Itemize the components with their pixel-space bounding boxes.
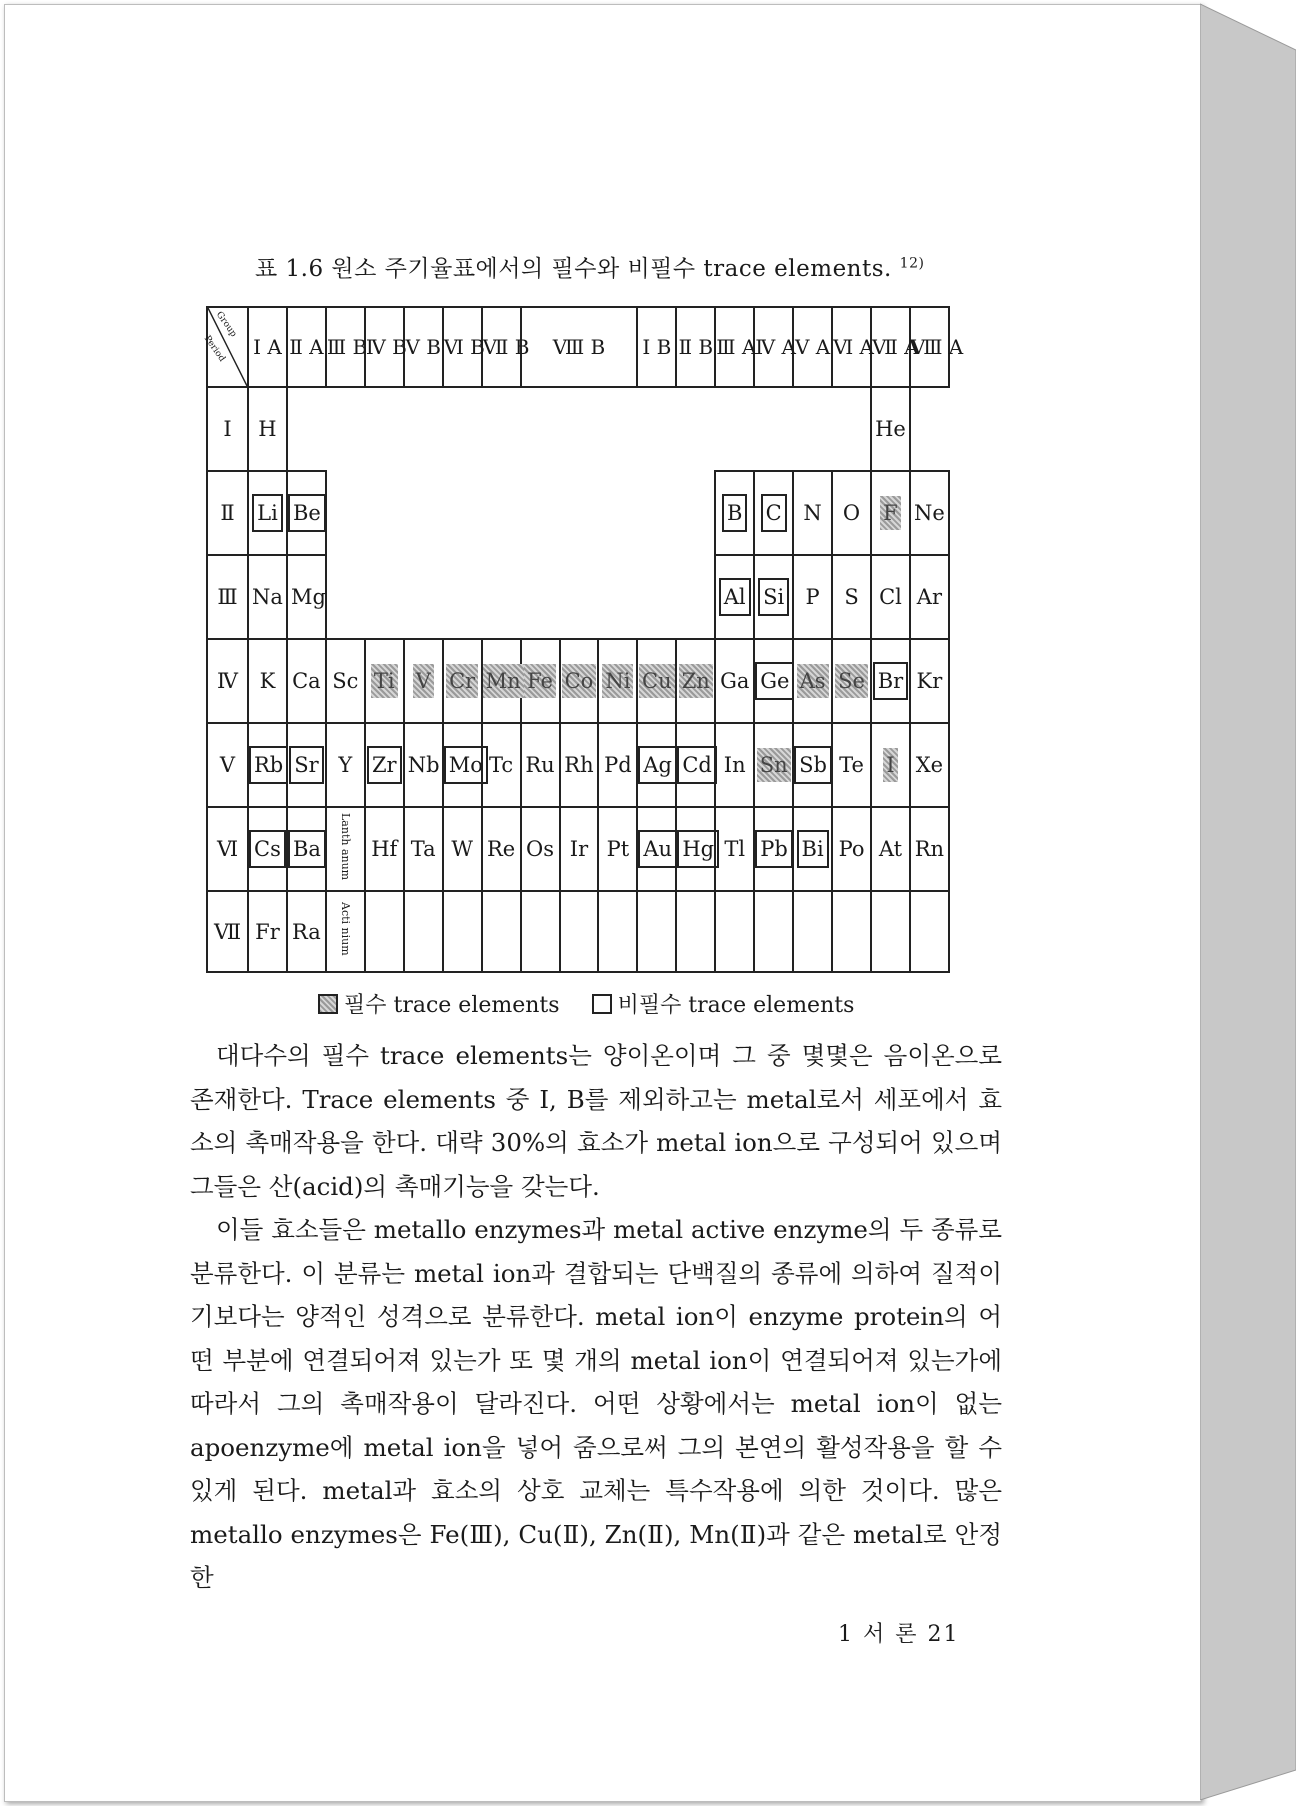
element-mg: Mg xyxy=(290,584,326,609)
element-cell xyxy=(598,723,637,807)
element-cell xyxy=(832,639,871,723)
element-cell xyxy=(910,807,949,891)
element-cell xyxy=(287,639,326,723)
element-ag: Ag xyxy=(638,746,677,784)
element-cell xyxy=(560,639,599,723)
element-cr: Cr xyxy=(446,664,478,698)
empty-cell xyxy=(637,891,676,972)
element-y: Y xyxy=(338,752,353,777)
table-caption xyxy=(255,250,924,283)
element-v: V xyxy=(413,664,434,698)
element-cell xyxy=(832,723,871,807)
element-ba: Ba xyxy=(288,830,326,868)
element-in: In xyxy=(723,752,746,777)
element-f: F xyxy=(880,496,901,530)
corner-period-label: Period xyxy=(201,334,227,364)
element-ge: Ge xyxy=(755,662,794,700)
group-header: Ⅵ A xyxy=(832,307,871,387)
element-cell xyxy=(598,639,637,723)
element-kr: Kr xyxy=(916,668,943,693)
element-ir: Ir xyxy=(569,837,589,861)
caption-text: 표 1.6 원소 주기율표에서의 필수와 비필수 trace elements. xyxy=(255,256,892,282)
element-mn: Mn xyxy=(483,664,524,698)
group-header: Ⅱ B xyxy=(676,307,715,387)
element-cell xyxy=(754,807,793,891)
period-label: Ⅴ xyxy=(207,723,248,807)
element-fr: Fr xyxy=(255,919,280,944)
element-cell xyxy=(754,555,793,639)
empty-cell xyxy=(910,891,949,972)
period-label: Ⅰ xyxy=(207,387,248,471)
element-o: O xyxy=(842,500,861,525)
element-cell xyxy=(248,555,287,639)
element-p: P xyxy=(805,584,820,609)
element-cell xyxy=(793,723,832,807)
element-be: Be xyxy=(288,494,326,532)
element-ca: Ca xyxy=(292,668,321,693)
element-ga: Ga xyxy=(720,668,750,693)
empty-cell xyxy=(404,891,443,972)
element-cell xyxy=(637,807,676,891)
element-co: Co xyxy=(562,664,597,698)
element-zr: Zr xyxy=(367,746,402,784)
element-cell xyxy=(287,891,326,972)
empty-cell xyxy=(793,891,832,972)
empty-cell xyxy=(754,891,793,972)
element-sc: Sc xyxy=(332,668,359,693)
element-hf: Hf xyxy=(371,837,398,861)
element-cell xyxy=(365,639,404,723)
group-header: Ⅷ B xyxy=(521,307,638,387)
element-cell xyxy=(793,555,832,639)
element-at: At xyxy=(878,837,903,861)
element-i: I xyxy=(883,748,897,782)
period-label: Ⅳ xyxy=(207,639,248,723)
empty-block xyxy=(287,387,871,471)
element-cell xyxy=(404,723,443,807)
element-cell xyxy=(443,807,482,891)
period-label: Ⅱ xyxy=(207,471,248,555)
element-sn: Sn xyxy=(757,748,791,782)
element-si: Si xyxy=(758,578,789,616)
element-cell xyxy=(832,471,871,555)
corner-cell xyxy=(201,307,248,387)
group-header: Ⅶ B xyxy=(482,307,521,387)
element-se: Se xyxy=(835,664,868,698)
element-bi: Bi xyxy=(797,830,829,868)
page-edge-panel xyxy=(1200,0,1296,1806)
element-as: As xyxy=(797,664,829,698)
element-cl: Cl xyxy=(879,584,902,609)
element-cell xyxy=(832,807,871,891)
element-cell xyxy=(326,891,365,972)
element-cell xyxy=(521,639,560,723)
element-tc: Tc xyxy=(489,752,514,777)
element-b: B xyxy=(722,494,747,532)
element-fe: Fe xyxy=(524,664,556,698)
element-cell xyxy=(521,723,560,807)
element-he: He xyxy=(875,416,906,441)
element-ni: Ni xyxy=(602,664,633,698)
element-li: Li xyxy=(252,494,283,532)
element-po: Po xyxy=(838,837,865,861)
nonessential-swatch-icon xyxy=(592,994,612,1014)
element-cell xyxy=(754,471,793,555)
legend-essential: 필수 trace elements xyxy=(344,993,560,1018)
element-cell xyxy=(365,723,404,807)
group-header: Ⅲ A xyxy=(715,307,754,387)
element-lanthanum: Lanth anum xyxy=(338,812,352,881)
empty-cell xyxy=(521,891,560,972)
element-cell xyxy=(248,471,287,555)
element-cell xyxy=(793,639,832,723)
element-pt: Pt xyxy=(606,837,630,861)
element-pd: Pd xyxy=(604,752,632,777)
element-cell xyxy=(676,723,715,807)
element-cell xyxy=(287,555,326,639)
element-cell xyxy=(482,723,521,807)
group-header: Ⅶ A xyxy=(871,307,910,387)
element-cell xyxy=(365,807,404,891)
periodic-table xyxy=(201,306,989,973)
element-cell xyxy=(910,471,949,555)
empty-block xyxy=(326,471,715,555)
element-cell xyxy=(404,807,443,891)
element-cell xyxy=(637,639,676,723)
empty-block xyxy=(326,555,715,639)
empty-cell xyxy=(832,891,871,972)
period-label: Ⅵ xyxy=(207,807,248,891)
element-br: Br xyxy=(873,662,908,700)
element-cell xyxy=(443,723,482,807)
corner-group-label: Group xyxy=(213,310,239,340)
element-h: H xyxy=(258,416,277,441)
element-cell xyxy=(598,807,637,891)
element-cell xyxy=(871,387,910,471)
element-cell xyxy=(482,639,521,723)
group-header: Ⅴ B xyxy=(404,307,443,387)
empty-cell xyxy=(676,891,715,972)
element-s: S xyxy=(844,584,859,609)
element-cell xyxy=(715,723,754,807)
paragraph: 대다수의 필수 trace elements는 양이온이며 그 중 몇몇은 음이온으로 존재한다. Trace elements 중 I, B를 제외하고는 metal로서 세포에서 효소의 촉매작용을 한다. 대략 30%의 효소가 metal ion으로 구성되어 있으며 그들은 산(acid)의 촉매기능을 갖는다. xyxy=(190,1041,1002,1201)
element-ar: Ar xyxy=(916,584,943,609)
element-ti: Ti xyxy=(371,664,398,698)
element-cell xyxy=(248,723,287,807)
element-actinium: Acti nium xyxy=(338,902,352,956)
element-rh: Rh xyxy=(564,752,594,777)
element-cell xyxy=(832,555,871,639)
element-nb: Nb xyxy=(407,752,440,777)
group-header: Ⅱ A xyxy=(287,307,326,387)
period-label: Ⅶ xyxy=(207,891,248,972)
element-cell xyxy=(443,639,482,723)
element-sr: Sr xyxy=(289,746,323,784)
element-rn: Rn xyxy=(914,837,945,861)
caption-reference: 12) xyxy=(899,255,925,272)
element-xe: Xe xyxy=(915,752,944,777)
empty-cell xyxy=(715,891,754,972)
element-cell xyxy=(871,639,910,723)
group-header: Ⅳ A xyxy=(754,307,793,387)
element-re: Re xyxy=(486,837,516,861)
element-cell xyxy=(287,807,326,891)
group-header: Ⅵ B xyxy=(443,307,482,387)
element-cell xyxy=(676,639,715,723)
element-al: Al xyxy=(719,578,751,616)
element-cell xyxy=(871,555,910,639)
element-c: C xyxy=(761,494,787,532)
element-hg: Hg xyxy=(677,830,719,868)
empty-cell xyxy=(482,891,521,972)
element-zn: Zn xyxy=(679,664,713,698)
element-cell xyxy=(482,807,521,891)
element-cell xyxy=(871,807,910,891)
element-cell xyxy=(248,807,287,891)
element-na: Na xyxy=(252,584,283,609)
element-w: W xyxy=(451,837,473,861)
element-cs: Cs xyxy=(249,830,286,868)
body-text xyxy=(190,1034,1002,1600)
element-cell xyxy=(715,471,754,555)
element-cell xyxy=(560,723,599,807)
element-te: Te xyxy=(839,752,864,777)
empty-cell xyxy=(560,891,599,972)
element-cell xyxy=(715,555,754,639)
element-ne: Ne xyxy=(914,500,945,525)
element-cell xyxy=(287,723,326,807)
group-header: Ⅲ B xyxy=(326,307,365,387)
element-cell xyxy=(715,639,754,723)
element-rb: Rb xyxy=(249,746,288,784)
element-cell xyxy=(404,639,443,723)
element-au: Au xyxy=(638,830,677,868)
element-cell xyxy=(754,639,793,723)
element-cell xyxy=(871,471,910,555)
essential-swatch-icon xyxy=(318,994,338,1014)
empty-cell xyxy=(871,891,910,972)
page-footer: 1 서 론 21 xyxy=(838,1622,960,1647)
element-os: Os xyxy=(526,837,555,861)
element-cell xyxy=(326,723,365,807)
group-header: Ⅳ B xyxy=(365,307,404,387)
empty-cell xyxy=(365,891,404,972)
element-cell xyxy=(754,723,793,807)
element-cell xyxy=(521,807,560,891)
group-header: Ⅷ A xyxy=(910,307,949,387)
element-n: N xyxy=(803,500,822,525)
element-ta: Ta xyxy=(410,837,436,861)
legend-nonessential: 비필수 trace elements xyxy=(617,993,855,1018)
element-cell xyxy=(637,723,676,807)
element-cell xyxy=(793,807,832,891)
element-sb: Sb xyxy=(794,746,832,784)
element-pb: Pb xyxy=(755,830,793,868)
element-cell xyxy=(248,387,287,471)
period-label: Ⅲ xyxy=(207,555,248,639)
element-ru: Ru xyxy=(525,752,555,777)
element-mo: Mo xyxy=(444,746,488,784)
element-cell xyxy=(248,891,287,972)
element-cu: Cu xyxy=(639,664,675,698)
element-cell xyxy=(910,723,949,807)
group-header: Ⅴ A xyxy=(793,307,832,387)
element-cell xyxy=(910,555,949,639)
element-cell xyxy=(560,807,599,891)
element-cell xyxy=(326,639,365,723)
paragraph: 이들 효소들은 metallo enzymes과 metal active enzyme의 두 종류로 분류한다. 이 분류는 metal ion과 결합되는 단백질의 종류에 의하여 질적이기보다는 양적인 성격으로 분류한다. metal ion이 enzyme protein의 어떤 부분에 연결되어져 있는가 또 몇 개의 metal ion이 연결되어져 있는가에 따라서 그의 촉매작용이 달라진다. 어떤 상황에서는 metal ion이 없는 apoenzyme에 metal ion을 넣어 줌으로써 그의 본연의 활성작용을 할 수 있게 된다. metal과 효소의 상호 교체는 특수작용에 의한 것이다. 많은 metallo enzymes은 Fe(Ⅲ), Cu(Ⅱ), Zn(Ⅱ), Mn(Ⅱ)과 같은 metal로 안정한 xyxy=(190,1215,1002,1592)
element-cell xyxy=(910,639,949,723)
empty-cell xyxy=(443,891,482,972)
element-cell xyxy=(793,471,832,555)
element-tl: Tl xyxy=(724,837,746,861)
element-cell xyxy=(715,807,754,891)
element-ra: Ra xyxy=(291,919,321,944)
element-cell xyxy=(676,807,715,891)
element-cell xyxy=(326,807,365,891)
element-cd: Cd xyxy=(677,746,717,784)
element-k: K xyxy=(259,668,276,693)
element-cell xyxy=(248,639,287,723)
group-header: Ⅰ A xyxy=(248,307,287,387)
element-cell xyxy=(287,471,326,555)
group-header: Ⅰ B xyxy=(637,307,676,387)
empty-cell xyxy=(598,891,637,972)
element-cell xyxy=(871,723,910,807)
table-legend xyxy=(318,988,854,1019)
